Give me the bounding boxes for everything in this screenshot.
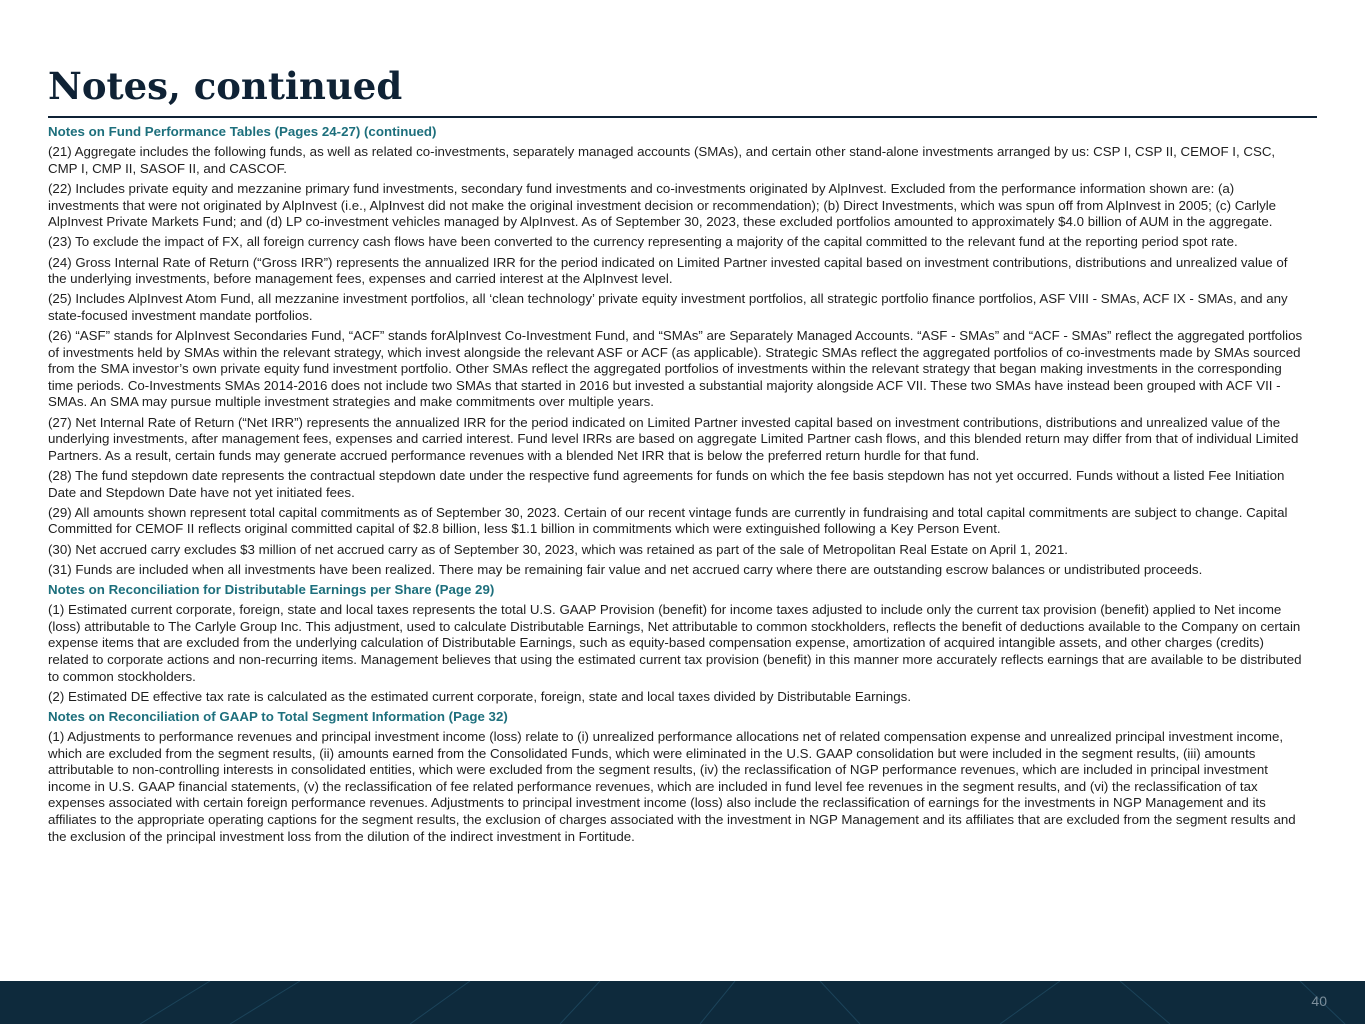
footer-decoration [0, 981, 1365, 1024]
note-31: (31) Funds are included when all investments have been realized. There may be remaining fair value and net accrued carry where there are outstanding escrow balances or undistributed proceeds. [48, 561, 1203, 577]
note-21: (21) Aggregate includes the following funds, as well as related co-investments, separately managed accounts (SMAs), and certain other stand-alone investments arranged by us: CSP I, CSP II, CEMOF I, CSC, CMP I, CMP II, SASOF II, and CASCOF. [48, 144, 1276, 176]
note-22: (22) Includes private equity and mezzanine primary fund investments, secondary fund investments and co-investments originated by AlpInvest. Excluded from the performance information shown are: (a) investments that were not originated by AlpInvest (i.e., AlpInvest did not make the original investment decision or recommendation); (b) Direct Investments, which was spun off from AlpInvest in 2005; (c) Carlyle AlpInvest Private Markets Fund; and (d) LP co-investment vehicles managed by AlpInvest. As of September 30, 2023, these excluded portfolios amounted to approximately $4.0 billion of AUM in the aggregate. [48, 180, 1277, 230]
note-26: (26) “ASF” stands for AlpInvest Secondaries Fund, “ACF” stands forAlpInvest Co-Investment Fund, and “SMAs” are Separately Managed Accounts. “ASF - SMAs” and “ACF - SMAs” reflect the aggregated portfolios of investments held by SMAs within the relevant strategy, which invest alongside the relevant ASF or ACF (as applicable). Strategic SMAs reflect the aggregated portfolios of co-investments made by SMAs sourced from the SMA investor’s own private equity fund investment portfolio. Other SMAs reflect the aggregated portfolios of investments within the relevant strategy that began making investments in the corresponding time periods. Co-Investments SMAs 2014-2016 does not include two SMAs that started in 2016 but invested a substantial majority alongside ACF VII. These two SMAs have instead been grouped with ACF VII - SMAs. An SMA may pursue multiple investment strategies and make commitments over multiple years. [48, 328, 1303, 410]
de-note-2: (2) Estimated DE effective tax rate is calculated as the estimated current corporate, foreign, state and local taxes divided by Distributable Earnings. [48, 688, 912, 704]
page-title: Notes, continued [48, 64, 403, 108]
gaap-note-1: (1) Adjustments to performance revenues and principal investment income (loss) relate to (i) unrealized performance allocations net of related compensation expense and unrealized principal investment income, which are excluded from the segment results, (ii) amounts earned from the Consolidated Funds, which were eliminated in the U.S. GAAP consolidation but were included in the segment results, (iii) amounts attributable to non-controlling interests in consolidated entities, which were excluded from the segment results, (iv) the reclassification of NGP performance revenues, which are included in principal investment income in U.S. GAAP financial statements, (v) the reclassification of fee related performance revenues, which are included in fund level fee revenues in the segment results, and (vi) the reclassification of tax expenses associated with certain foreign performance revenues. Adjustments to principal investment income (loss) also include the reclassification of earnings for the investments in NGP Management and its affiliates to the appropriate operating captions for the segment results, the exclusion of charges associated with the investment in NGP Management and its affiliates that are excluded from the segment results and the exclusion of the principal investment loss from the dilution of the indirect investment in Fortitude. [48, 729, 1296, 844]
section-heading-gaap-segment: Notes on Reconciliation of GAAP to Total Segment Information (Page 32) [48, 708, 508, 724]
note-27: (27) Net Internal Rate of Return (“Net IRR”) represents the annualized IRR for the period indicated on Limited Partner invested capital based on investment contributions, distributions and unrealized value of the underlying investments, after management fees, expenses and carried interest. Fund level IRRs are based on aggregate Limited Partner cash flows, and this blended return may differ from that of individual Limited Partners. As a result, certain funds may generate accrued performance revenues with a blended Net IRR that is below the preferred return hurdle for that fund. [48, 414, 1299, 463]
note-30: (30) Net accrued carry excludes $3 million of net accrued carry as of September 30, 2023, which was retained as part of the sale of Metropolitan Real Estate on April 1, 2021. [48, 541, 1068, 557]
notes-content [48, 124, 1306, 849]
note-29: (29) All amounts shown represent total capital commitments as of September 30, 2023. Certain of our recent vintage funds are currently in fundraising and total capital commitments are subject to change. Capital Committed for CEMOF II reflects original committed capital of $2.8 billion, less $1.1 billion in commitments which were extinguished following a Key Person Event. [48, 504, 1288, 537]
page-number: 40 [1311, 993, 1327, 1009]
section-heading-distributable-earnings: Notes on Reconciliation for Distributable Earnings per Share (Page 29) [48, 581, 495, 597]
title-divider [48, 116, 1317, 118]
note-23: (23) To exclude the impact of FX, all foreign currency cash flows have been converted to the currency representing a majority of the capital committed to the relevant fund at the reporting period spot rate. [48, 234, 1238, 250]
de-note-1: (1) Estimated current corporate, foreign, state and local taxes represents the total U.S. GAAP Provision (benefit) for income taxes adjusted to include only the current tax provision (benefit) applied to Net income (loss) attributable to The Carlyle Group Inc. This adjustment, used to calculate Distributable Earnings, Net attributable to common stockholders, reflects the benefit of deductions available to the Company on certain expense items that are excluded from the underlying calculation of Distributable Earnings, such as equity-based compensation expense, amortization of acquired intangible assets, and other charges (credits) related to corporate actions and non-recurring items. Management believes that using the estimated current tax provision (benefit) in this manner more accurately reflects earnings that are available to be distributed to common stockholders. [48, 602, 1302, 684]
footer-bar [0, 981, 1365, 1024]
note-25: (25) Includes AlpInvest Atom Fund, all mezzanine investment portfolios, all ‘clean technology’ private equity investment portfolios, all strategic portfolio finance portfolios, ASF VIII - SMAs, ACF IX - SMAs, and any state-focused investment mandate portfolios. [48, 291, 1288, 323]
note-24: (24) Gross Internal Rate of Return (“Gross IRR”) represents the annualized IRR for the period indicated on Limited Partner invested capital based on investment contributions, distributions and unrealized value of the underlying investments, before management fees, expenses and carried interest at the AlpInvest level. [48, 254, 1288, 287]
note-28: (28) The fund stepdown date represents the contractual stepdown date under the respective fund agreements for funds on which the fee basis stepdown has not yet occurred. Funds without a listed Fee Initiation Date and Stepdown Date have not yet initiated fees. [48, 468, 1285, 500]
section-heading-fund-performance: Notes on Fund Performance Tables (Pages 24-27) (continued) [48, 124, 437, 139]
